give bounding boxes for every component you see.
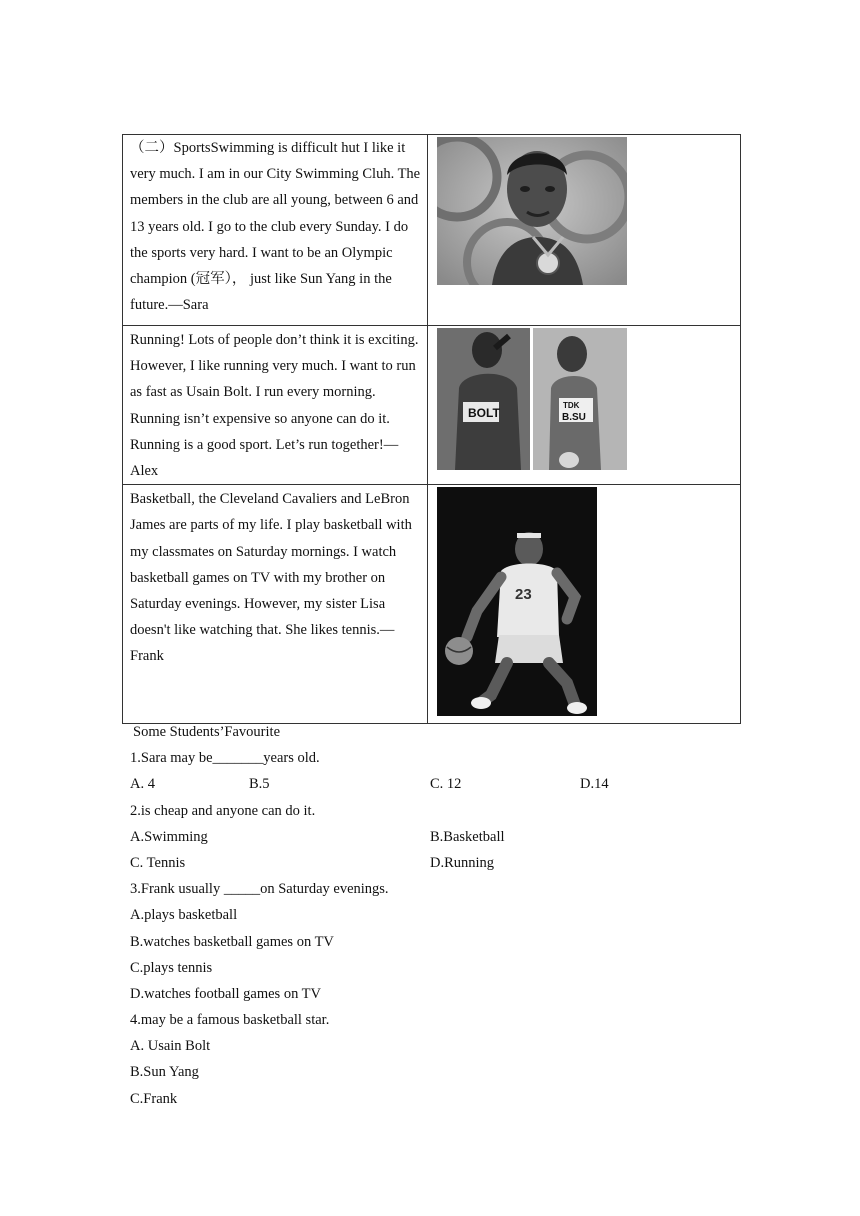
- question-stem-3: 3.Frank usually _____on Saturday evenings.: [130, 881, 389, 898]
- option-q2-d[interactable]: D.Running: [430, 854, 495, 871]
- passage-text-running: Running! Lots of people don’t think it is exciting. However, I like running very much. I want to run as fast as Usain Bolt. I run every morning. Running isn’t expensive so anyone can do it. Running is a good sport. Let’s run together!—Alex: [130, 332, 419, 480]
- option-q4-b[interactable]: B.Sun Yang: [130, 1064, 199, 1081]
- option-q3-b[interactable]: B.watches basketball games on TV: [130, 933, 334, 950]
- option-q4-c[interactable]: C.Frank: [130, 1090, 178, 1107]
- passage-text-swimming: （二）SportsSwimming is difficult hut I like it very much. I am in our City Swimming Cluh. The members in the club are all young, between 6 and 13 years old. I go to the club every Sunday. I do the sports very hard. I want to be an Olympic champion (冠军）， just like Sun Yang in the future.—Sara: [130, 140, 421, 314]
- options-row-q1: [130, 771, 730, 797]
- bib-left-label: BOLT: [468, 406, 500, 420]
- option-q2-a[interactable]: A.Swimming: [130, 828, 208, 845]
- passage-text-cell: [123, 326, 428, 485]
- passage-text-cell: [123, 135, 428, 326]
- bib-right-sponsor: TDK: [563, 401, 580, 410]
- question-stem-4: 4.may be a famous basketball star.: [130, 1012, 330, 1029]
- option-q1-d[interactable]: D.14: [580, 776, 609, 793]
- option-q1-b[interactable]: B.5: [249, 776, 270, 793]
- passage-text-basketball: Basketball, the Cleveland Cavaliers and LeBron James are parts of my life. I play basketball with my classmates on Saturday mornings. I watch basketball games on TV with my brother on Saturday evenings. However, my sister Lisa doesn't like watching that. She likes tennis.—Frank: [130, 491, 412, 665]
- bib-right-label: B.SU: [562, 412, 586, 423]
- option-q2-b[interactable]: B.Basketball: [430, 828, 505, 845]
- two-runners-photo: [428, 326, 740, 470]
- swimmer-with-medal-photo: [428, 135, 740, 285]
- passage-row-basketball: [123, 485, 741, 724]
- options-row-q2-1: [130, 824, 730, 850]
- passage-text-cell: [123, 485, 428, 724]
- jersey-number: 23: [515, 586, 532, 604]
- option-q1-a[interactable]: A. 4: [130, 776, 155, 793]
- question-stem-2: 2.is cheap and anyone can do it.: [130, 802, 316, 819]
- questions-section: [130, 719, 730, 1112]
- option-q1-c[interactable]: C. 12: [430, 776, 462, 793]
- passages-table: [122, 134, 741, 724]
- option-q4-a[interactable]: A. Usain Bolt: [130, 1038, 211, 1055]
- passage-photo-cell: [428, 485, 741, 724]
- question-stem-1: 1.Sara may be_______years old.: [130, 750, 320, 767]
- passage-photo-cell: [428, 135, 741, 326]
- table-caption: Some Students’Favourite: [133, 724, 281, 740]
- option-q3-c[interactable]: C.plays tennis: [130, 959, 213, 976]
- passage-photo-cell: [428, 326, 741, 485]
- passage-row-running: [123, 326, 741, 485]
- passage-row-swimming: [123, 135, 741, 326]
- options-row-q2-2: [130, 850, 730, 876]
- option-q3-d[interactable]: D.watches football games on TV: [130, 985, 322, 1002]
- option-q2-c[interactable]: C. Tennis: [130, 854, 186, 871]
- basketball-player-photo: [428, 485, 740, 716]
- option-q3-a[interactable]: A.plays basketball: [130, 907, 238, 924]
